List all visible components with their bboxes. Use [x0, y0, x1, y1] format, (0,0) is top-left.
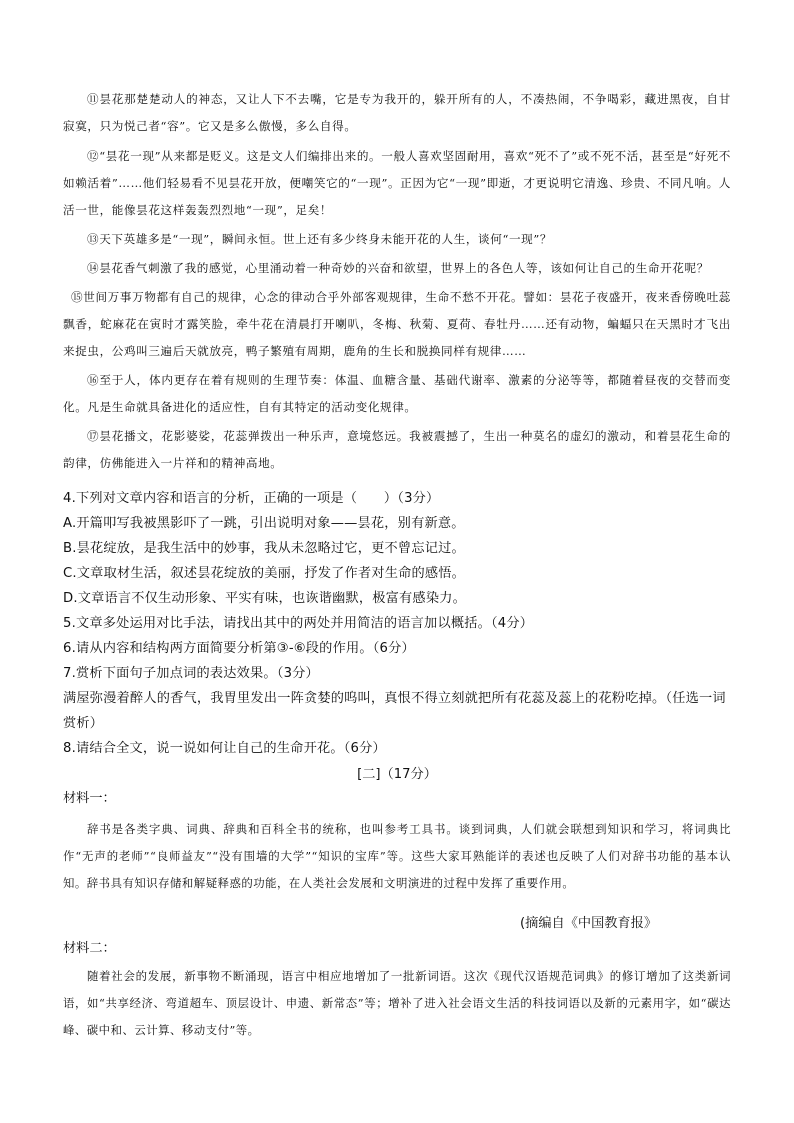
- option-c: C.文章取材生活，叙述昙花绽放的美丽，抒发了作者对生命的感悟。: [63, 566, 466, 581]
- question-5: 5.文章多处运用对比手法，请找出其中的两处并用简洁的语言加以概括。（4分）: [63, 616, 534, 631]
- questions-section: [63, 486, 731, 761]
- material-one-text: 辞书是各类字典、词典、辞典和百科全书的统称，也叫参考工具书。谈到词典，人们就会联想到知识和学习，将词典比作“无声的老师”“良师益友”“没有围墙的大学”“知识的宝库”等。这些大家耳熟能详的表述也反映了人们对辞书功能的基本认知。辞书具有知识存储和解疑释惑的功能，在人类社会发展和文明演进的过程中发挥了重要作用。: [63, 822, 731, 890]
- material-two: [63, 938, 731, 1044]
- paragraph-14: ⑭昙花香气刺激了我的感觉，心里涌动着一种奇妙的兴奋和欲望，世界上的各色人等，该如何让自己的生命开花呢？: [87, 261, 709, 275]
- paragraph-16: ⑯至于人，体内更存在着有规则的生理节奏：体温、血糖含量、基础代谢率、激素的分泌等等，都随着昼夜的交替而变化。凡是生命就具备进化的适应性，自有其特定的活动变化规律。: [63, 373, 731, 414]
- essay-paragraphs: [63, 86, 731, 477]
- paragraph-12: ⑫“昙花一现”从来都是贬义。这是文人们编排出来的。一般人喜欢坚固耐用，喜欢“死不了”或不死不活，甚至是“好死不如赖活着”……他们轻易看不见昙花开放，便嘲笑它的“一现”。正因为它“一现”即逝，才更说明它清逸、珍贵、不同凡响。人活一世，能像昙花这样轰轰烈烈地“一现”，足矣！: [63, 149, 731, 217]
- option-b: B.昙花绽放，是我生活中的妙事，我从未忽略过它，更不曾忘记过。: [63, 541, 465, 556]
- paragraph-11: ⑪昙花那楚楚动人的神态，又让人下不去嘴，它是专为我开的，躲开所有的人，不凑热闹，不争喝彩，藏进黑夜，自甘寂寞，只为悦己者“容”。它又是多么傲慢，多么自得。: [63, 92, 731, 133]
- question-7-sentence: 满屋弥漫着醉人的香气，我胃里发出一阵贪婪的呜叫，真恨不得立刻就把所有花蕊及蕊上的花粉吃掉。（任选一词赏析）: [63, 691, 726, 731]
- option-d: D.文章语言不仅生动形象、平实有味，也诙谐幽默，极富有感染力。: [63, 591, 466, 606]
- question-8: 8.请结合全文，说一说如何让自己的生命开花。（6分）: [63, 741, 386, 756]
- material-one-label: 材料一：: [63, 791, 116, 806]
- option-a: A.开篇叩写我被黑影吓了一跳，引出说明对象——昙花，别有新意。: [63, 516, 465, 531]
- material-two-text: 随着社会的发展，新事物不断涌现，语言中相应地增加了一批新词语。这次《现代汉语规范词典》的修订增加了这类新词语，如“共享经济、弯道超车、顶层设计、申遗、新常态”等；增补了进入社会语文生活的科技词语以及新的元素用字，如“碳达峰、碳中和、云计算、移动支付”等。: [63, 969, 731, 1037]
- paragraph-15: ⑮世间万事万物都有自己的规律，心念的律动合乎外部客观规律，生命不愁不开花。譬如：昙花子夜盛开，夜来香傍晚吐蕊飘香，蛇麻花在寅时才露笑脸，牵牛花在清晨打开喇叭，冬梅、秋菊、夏荷、春牡丹……还有动物，蝙蝠只在天黑时才飞出来捉虫，公鸡叫三遍后天就放亮，鸭子繁殖有周期，鹿角的生长和脱换同样有规律……: [63, 290, 731, 358]
- paragraph-13: ⑬天下英雄多是“一现”，瞬间永恒。世上还有多少终身未能开花的人生，谈何“一现”？: [87, 232, 553, 246]
- question-7: 7.赏析下面句子加点词的表达效果。（3分）: [63, 666, 319, 681]
- source-citation: (摘编自《中国教育报》: [520, 916, 658, 931]
- material-one: [63, 788, 731, 897]
- question-6: 6.请从内容和结构两方面简要分析第③-⑥段的作用。（6分）: [63, 641, 415, 656]
- material-two-label: 材料二：: [63, 941, 116, 956]
- section-title: [二]（17分）: [357, 767, 437, 782]
- paragraph-17: ⑰昙花播文，花影婆娑，花蕊弹拨出一种乐声，意境悠远。我被震撼了，生出一种莫名的虚幻的激动，和着昙花生命的韵律，仿佛能进入一片祥和的精神高地。: [63, 429, 731, 470]
- question-4: 4.下列对文章内容和语言的分析，正确的一项是（ ）（3分）: [63, 491, 440, 506]
